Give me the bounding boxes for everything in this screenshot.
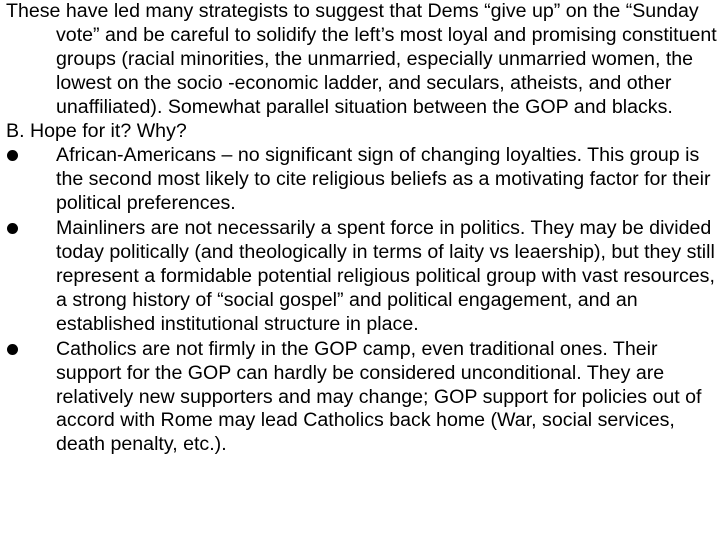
bullet-dot-icon [7,344,18,355]
bullet-text: Mainliners are not necessarily a spent force in politics. They may be divided today politically (and theologically in terms of laity vs leaership), but they still represent a formidable potential religious political group with vast resources, a strong history of “social gospel” and political engagement, and an established institutional structure in place. [56,217,715,335]
bullet-dot-icon [7,150,18,161]
bullet-text: Catholics are not firmly in the GOP camp, even traditional ones. Their support for the GOP can hardly be considered unconditional. They are relatively new supporters and may change; GOP support for policies out of accord with Rome may lead Catholics back home (War, social services, death penalty, etc.). [56,337,702,456]
intro-paragraph: These have led many strategists to suggest that Dems “give up” on the “Sunday vote” and be careful to solidify the left’s most loyal and promising constituent groups (racial minorities, the unmarried, especially unmarried women, the lowest on the socio -economic ladder, and seculars, atheists, and other unaffiliated). Somewhat parallel situation between the GOP and blacks. [6,0,717,118]
section-b-heading: B. Hope for it? Why? [6,119,187,142]
bullet-item-african-americans [6,144,718,216]
bullet-item-catholics [6,338,718,458]
bullet-dot-icon [7,223,18,234]
bullet-item-mainliners [6,217,718,337]
bullet-text: African-Americans – no significant sign of changing loyalties. This group is the second most likely to cite religious beliefs as a motivating factor for their political preferences. [56,144,711,215]
slide-text-body [6,0,718,457]
